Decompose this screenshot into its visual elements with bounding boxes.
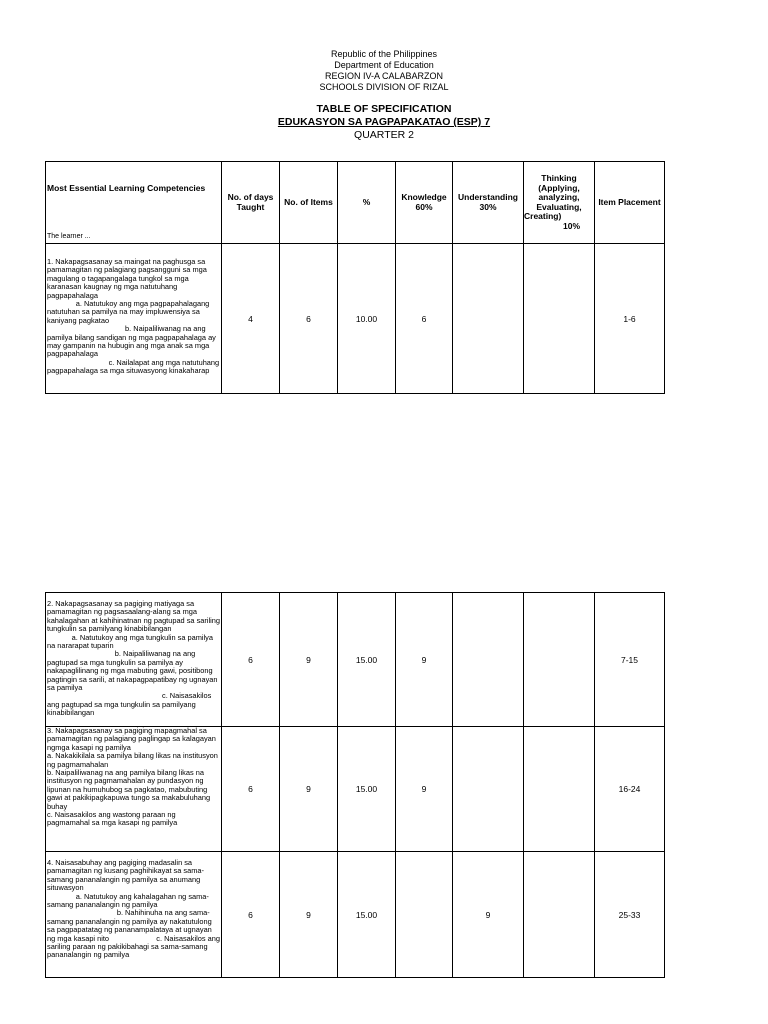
days-cell: 6 [222,593,280,727]
document-title: TABLE OF SPECIFICATION [316,103,452,115]
knowledge-cell: 9 [396,593,453,727]
header-knowledge: Knowledge 60% [396,162,453,244]
understanding-cell [453,244,524,394]
learner-label: The learner ... [47,233,91,240]
thinking-cell [524,852,595,978]
placement-cell: 25-33 [595,852,665,978]
header-placement: Item Placement [595,162,665,244]
percent-cell: 15.00 [338,593,396,727]
header-line-region: REGION IV-A CALABARZON [324,71,444,81]
items-cell: 6 [280,244,338,394]
understanding-cell [453,593,524,727]
header-line-division: SCHOOLS DIVISION OF RIZAL [319,82,449,92]
quarter-label: QUARTER 2 [354,129,414,141]
items-cell: 9 [280,852,338,978]
competencies-heading: Most Essential Learning Competencies [47,183,206,193]
placement-cell: 16-24 [595,727,665,852]
header-thinking [524,162,595,244]
thinking-percent: 10% [562,220,580,231]
subject-title: EDUKASYON SA PAGPAPAKATAO (ESP) 7 [277,116,491,128]
knowledge-cell: 6 [396,244,453,394]
understanding-cell: 9 [453,852,524,978]
thinking-cell [524,244,595,394]
days-cell: 6 [222,852,280,978]
specification-table-part-2 [45,592,665,978]
days-cell: 4 [222,244,280,394]
table-header-row [46,162,665,244]
table-row [46,244,665,394]
thinking-applying: (Applying, [538,182,580,193]
table-row [46,852,665,978]
placement-cell: 7-15 [595,593,665,727]
knowledge-cell: 9 [396,727,453,852]
header-percent: % [338,162,396,244]
specification-table-part-1 [45,161,665,394]
items-cell: 9 [280,593,338,727]
header-competencies [46,162,222,244]
table-row [46,593,665,727]
header-line-department: Department of Education [334,60,434,70]
thinking-evaluating: Evaluating, [536,201,582,212]
competency-cell: 4. Naisasabuhay ang pagiging madasalin sa pamamagitan ng kusang paghihikayat sa sama-samang pananalangin ng pamilya sa anumang situwasyon a. Natutukoy ang kahalagahan ng sama-samang pananalangin ng pamilya b. Nahihinuha na ang sama-samang pananalangin ng pamilya ay nakatutulong sa pagpapatatag ng pananampalataya at ugnayan ng mga kasapi nito c. Naisasakilos ang sariling paraan ng pakikibahagi sa sama-samang pananalangin ng pamilya [46,852,222,978]
table-row [46,727,665,852]
competency-cell: 1. Nakapagsasanay sa maingat na paghusga sa pamamagitan ng palagiang pagsangguni sa mga magulang o tagapangalaga tungkol sa mga karanasan kaugnay ng mga natutuhang pagpapahalaga a. Natutukoy ang mga pagpapahalagang natutuhan sa pamilya na may impluwensiya sa kaniyang pagkatao b. Naipaliliwanag na ang pamilya bilang sandigan ng mga pagpapahalaga ay may gampanin na hubugin ang mga anak sa mga pagpapahalaga c. Nailalapat ang mga natutuhang pagpapahalaga sa mga situwasyong kinakaharap [46,244,222,394]
percent-cell: 10.00 [338,244,396,394]
header-line-country: Republic of the Philippines [330,49,438,59]
thinking-analyzing: analyzing, [538,192,580,202]
days-cell: 6 [222,727,280,852]
header-days: No. of days Taught [222,162,280,244]
thinking-creating: Creating) [524,211,562,221]
thinking-cell [524,593,595,727]
items-cell: 9 [280,727,338,852]
knowledge-cell [396,852,453,978]
thinking-cell [524,727,595,852]
competency-cell: 3. Nakapagsasanay sa pagiging mapagmahal sa pamamagitan ng palagiang paglingap sa kalagayan ngmga kasapi ng pamilya a. Nakakikilala sa pamilya bilang likas na institusyon ng pagmamahalan b. Naipaliliwanag na ang pamilya bilang likas na institusyon ng pagmamahalan ay pundasyon ng lipunan na humuhubog sa pagkatao, mabubuting gawi at pakikipagkapuwa tungo sa makabuluhang buhay c. Naisasakilos ang wastong paraan ng pagmamahal sa mga kasapi ng pamilya [46,727,222,852]
percent-cell: 15.00 [338,727,396,852]
header-items: No. of Items [280,162,338,244]
competency-cell: 2. Nakapagsasanay sa pagiging matiyaga sa pamamagitan ng pagsasaalang-alang sa mga kahalagahan at kahihinatnan ng pagtupad sa sariling tungkulin sa pamilyang kinabibilangan a. Natutukoy ang mga tungkulin sa pamilya na nararapat tuparin b. Naipaliliwanag na ang pagtupad sa mga tungkulin sa pamilya ay nakapaglilinang ng mga mabuting gawi, positibong pagtingin sa sarili, at nakapagpapatibay ng ugnayan sa pamilya c. Naisasakilos ang pagtupad sa mga tungkulin sa pamilyang kinabibilangan [46,593,222,727]
placement-cell: 1-6 [595,244,665,394]
thinking-label: Thinking [541,173,577,183]
percent-cell: 15.00 [338,852,396,978]
understanding-cell [453,727,524,852]
header-understanding: Understanding 30% [453,162,524,244]
document-header [0,49,768,93]
